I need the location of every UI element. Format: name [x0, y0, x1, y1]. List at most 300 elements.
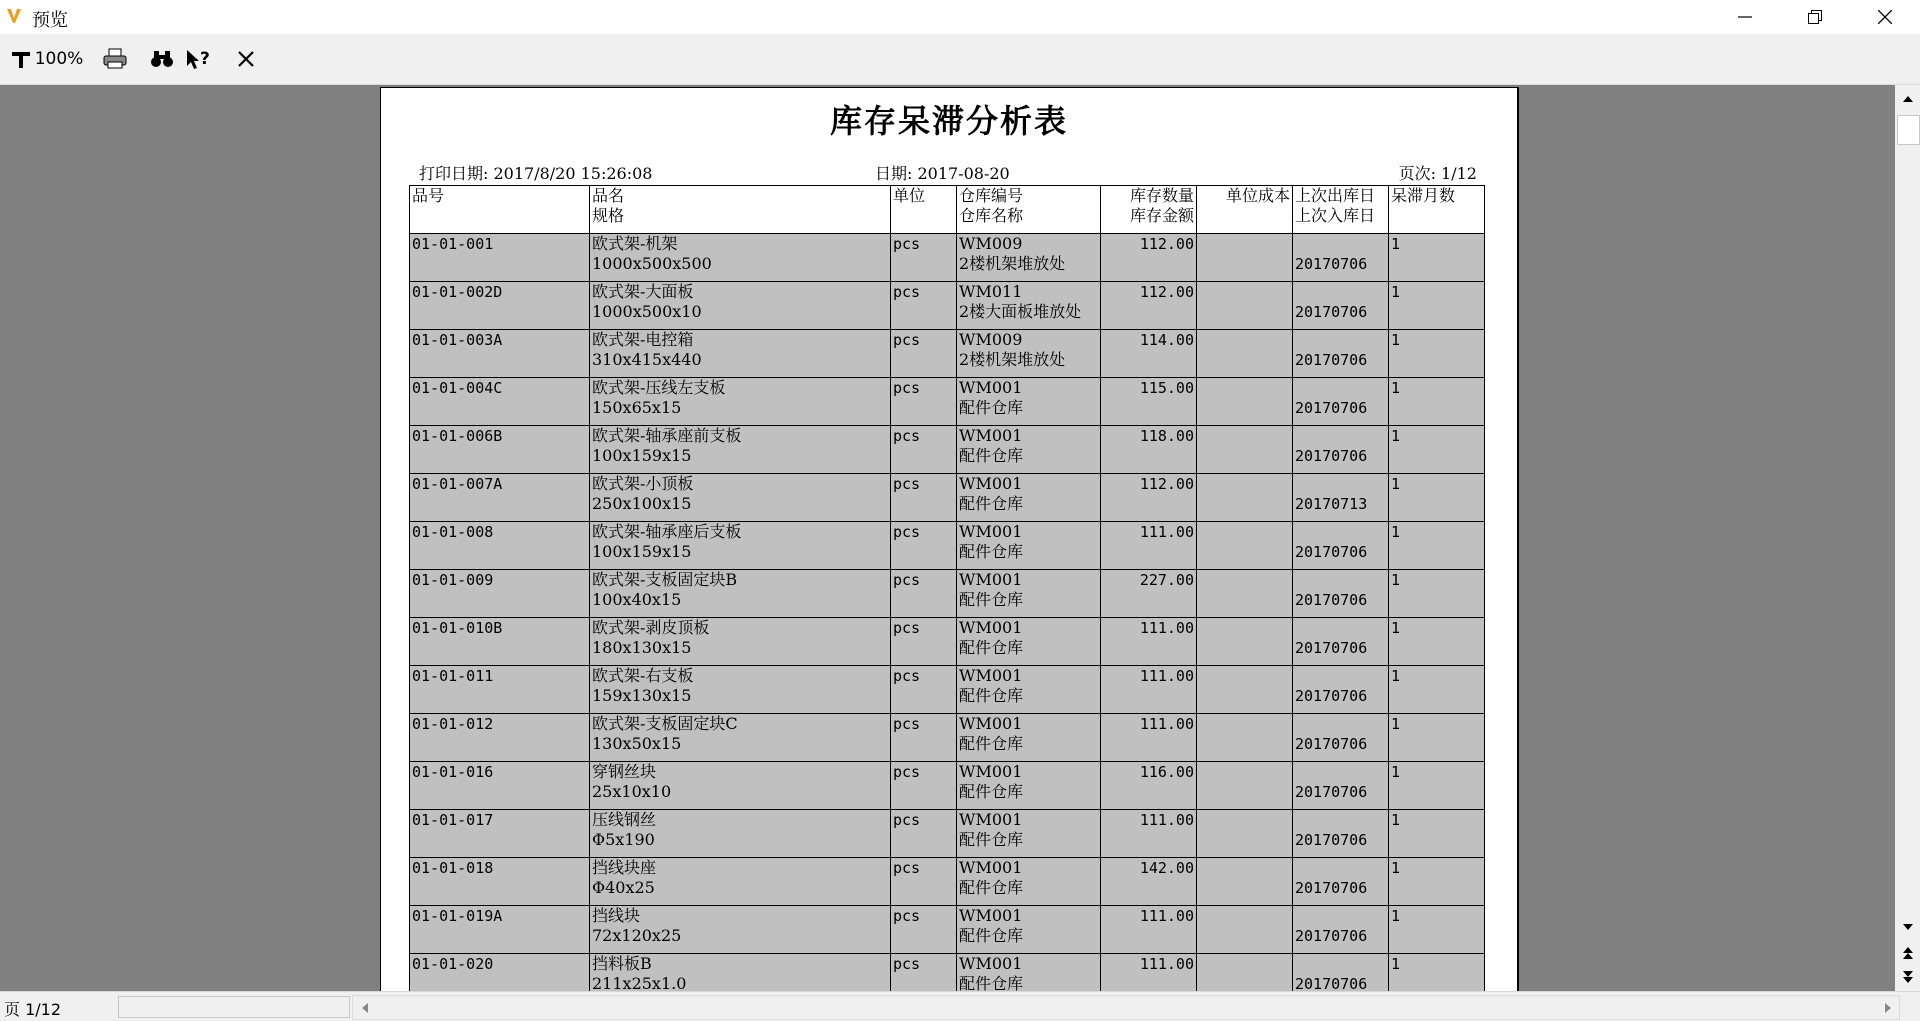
header-name-spec	[590, 186, 891, 234]
table-cell	[957, 330, 1101, 378]
table-cell	[1389, 282, 1485, 330]
cell-unit: pcs	[893, 283, 921, 301]
table-cell	[1101, 282, 1197, 330]
table-cell	[1101, 234, 1197, 282]
table-cell	[957, 858, 1101, 906]
close-window-button[interactable]	[1850, 0, 1920, 34]
table-row	[410, 618, 1485, 666]
table-cell	[957, 234, 1101, 282]
cell-unit-cost	[1199, 666, 1290, 686]
cell-last-out	[1295, 330, 1386, 350]
cell-last-out	[1295, 282, 1386, 302]
window-title: 预览	[32, 10, 68, 31]
cell-wh-code: WM001	[959, 858, 1023, 877]
close-preview-icon	[237, 50, 255, 68]
cell-wh-name: 2楼机架堆放处	[959, 350, 1066, 369]
table-cell	[1389, 954, 1485, 992]
cell-name: 穿钢丝块	[592, 762, 657, 781]
cell-spec: 130x50x15	[592, 734, 682, 753]
table-cell	[1293, 810, 1389, 858]
cell-unit: pcs	[893, 763, 921, 781]
table-cell	[1197, 522, 1293, 570]
cell-idle-months: 1	[1391, 907, 1401, 925]
cell-item-no: 01-01-003A	[412, 331, 503, 349]
cell-last-in: 20170706	[1295, 831, 1368, 849]
table-row	[410, 234, 1485, 282]
table-cell	[410, 666, 590, 714]
cell-amount	[1103, 398, 1194, 418]
close-preview-button[interactable]	[232, 44, 260, 74]
cell-amount	[1103, 686, 1194, 706]
cell-idle-months: 1	[1391, 283, 1401, 301]
table-cell	[590, 426, 891, 474]
cell-idle-months: 1	[1391, 427, 1401, 445]
table-cell	[1389, 378, 1485, 426]
table-cell	[957, 666, 1101, 714]
cell-unit: pcs	[893, 859, 921, 877]
cell-name: 压线钢丝	[592, 810, 657, 829]
printer-icon	[103, 48, 127, 70]
cell-wh-code: WM001	[959, 954, 1023, 973]
cell-amount	[1103, 734, 1194, 754]
table-cell	[590, 234, 891, 282]
cell-unit: pcs	[893, 523, 921, 541]
cell-item-no: 01-01-009	[412, 571, 494, 589]
table-cell	[1101, 474, 1197, 522]
toolbar	[0, 34, 1920, 85]
cell-wh-name: 配件仓库	[959, 878, 1024, 897]
cell-last-out	[1295, 714, 1386, 734]
table-cell	[1293, 618, 1389, 666]
cell-last-in: 20170706	[1295, 735, 1368, 753]
cell-spec: 25x10x10	[592, 782, 672, 801]
cell-last-in: 20170706	[1295, 399, 1368, 417]
cell-spec: 100x159x15	[592, 542, 692, 561]
cell-idle-months: 1	[1391, 523, 1401, 541]
table-cell	[1197, 618, 1293, 666]
cell-item-no: 01-01-012	[412, 715, 494, 733]
cell-qty: 112.00	[1139, 235, 1194, 253]
table-cell	[590, 378, 891, 426]
cell-unit: pcs	[893, 619, 921, 637]
zoom-button[interactable]	[10, 44, 84, 74]
minimize-icon	[1738, 10, 1752, 24]
table-cell	[590, 954, 891, 992]
cell-wh-name: 配件仓库	[959, 830, 1024, 849]
cell-unit: pcs	[893, 907, 921, 925]
cell-qty: 112.00	[1139, 475, 1194, 493]
cell-idle-months: 1	[1391, 619, 1401, 637]
cell-wh-name: 配件仓库	[959, 398, 1024, 417]
header-wh-code: 仓库编号	[959, 186, 1024, 205]
cell-idle-months: 1	[1391, 955, 1401, 973]
table-cell	[1197, 906, 1293, 954]
cell-wh-code: WM001	[959, 666, 1023, 685]
cell-wh-code: WM001	[959, 570, 1023, 589]
cell-qty: 116.00	[1139, 763, 1194, 781]
cell-qty: 115.00	[1139, 379, 1194, 397]
cell-item-no: 01-01-018	[412, 859, 494, 877]
cell-unit-cost	[1199, 618, 1290, 638]
table-row	[410, 666, 1485, 714]
table-cell	[1293, 234, 1389, 282]
table-cell	[891, 570, 957, 618]
table-cell	[891, 426, 957, 474]
vertical-scrollbar[interactable]	[1895, 85, 1920, 991]
cell-unit-cost	[1199, 522, 1290, 542]
table-cell	[1389, 570, 1485, 618]
cell-last-out	[1295, 474, 1386, 494]
table-cell	[957, 762, 1101, 810]
cell-unit-cost	[1199, 954, 1290, 974]
cell-unit: pcs	[893, 379, 921, 397]
table-cell	[1389, 426, 1485, 474]
cell-name: 欧式架-机架	[592, 234, 678, 253]
cell-unit-cost	[1199, 906, 1290, 926]
cell-unit: pcs	[893, 235, 921, 253]
cell-unit: pcs	[893, 475, 921, 493]
table-cell	[891, 762, 957, 810]
horizontal-scrollbar[interactable]	[352, 995, 1900, 1020]
table-cell	[891, 378, 957, 426]
header-amount: 库存金额	[1129, 206, 1194, 225]
table-cell	[1101, 810, 1197, 858]
cell-name: 欧式架-支板固定块C	[592, 714, 738, 733]
restore-icon	[1808, 10, 1822, 24]
table-row	[410, 858, 1485, 906]
cell-wh-name: 配件仓库	[959, 686, 1024, 705]
cell-unit-cost	[1199, 282, 1290, 302]
report-date: 日期: 2017-08-20	[875, 164, 1010, 183]
cell-wh-code: WM001	[959, 426, 1023, 445]
cell-wh-name: 配件仓库	[959, 782, 1024, 801]
minimize-button[interactable]	[1710, 0, 1780, 34]
table-cell	[1197, 474, 1293, 522]
cell-qty: 111.00	[1139, 811, 1194, 829]
table-cell	[1101, 522, 1197, 570]
table-cell	[590, 330, 891, 378]
cell-name: 挡线块	[592, 906, 641, 925]
cell-last-in: 20170706	[1295, 687, 1368, 705]
cell-last-in: 20170706	[1295, 543, 1368, 561]
table-cell	[1293, 522, 1389, 570]
next-page-button[interactable]	[1896, 965, 1919, 988]
table-cell	[1293, 858, 1389, 906]
cell-last-in: 20170706	[1295, 303, 1368, 321]
table-cell	[1197, 570, 1293, 618]
header-idle-months: 呆滞月数	[1389, 186, 1485, 234]
header-unit-cost: 单位成本	[1197, 186, 1293, 234]
cell-unit-cost	[1199, 378, 1290, 398]
cell-amount	[1103, 878, 1194, 898]
table-cell	[410, 714, 590, 762]
table-cell	[1293, 570, 1389, 618]
cell-item-no: 01-01-008	[412, 523, 494, 541]
restore-button[interactable]	[1780, 0, 1850, 34]
cell-wh-name: 配件仓库	[959, 446, 1024, 465]
scroll-right-button[interactable]	[1876, 996, 1899, 1019]
cell-unit-cost	[1199, 474, 1290, 494]
cell-last-in: 20170706	[1295, 591, 1368, 609]
header-qty: 库存数量	[1129, 186, 1194, 205]
cell-last-in: 20170706	[1295, 255, 1368, 273]
table-cell	[1293, 378, 1389, 426]
cell-item-no: 01-01-017	[412, 811, 494, 829]
cell-last-out	[1295, 954, 1386, 974]
cell-spec: 159x130x15	[592, 686, 692, 705]
table-cell	[1389, 762, 1485, 810]
cell-unit-cost	[1199, 810, 1290, 830]
cell-unit-cost	[1199, 330, 1290, 350]
cell-wh-name: 配件仓库	[959, 974, 1024, 991]
cell-idle-months: 1	[1391, 715, 1401, 733]
cell-last-out	[1295, 378, 1386, 398]
preview-viewport[interactable]	[0, 85, 1895, 991]
cell-qty: 227.00	[1139, 571, 1194, 589]
cell-qty: 114.00	[1139, 331, 1194, 349]
table-cell	[1101, 378, 1197, 426]
cell-amount	[1103, 974, 1194, 991]
cell-wh-code: WM009	[959, 330, 1023, 349]
cell-unit-cost	[1199, 570, 1290, 590]
table-cell	[1197, 858, 1293, 906]
table-cell	[1197, 714, 1293, 762]
cell-amount	[1103, 782, 1194, 802]
cell-qty: 142.00	[1139, 859, 1194, 877]
vertical-scroll-thumb[interactable]	[1897, 115, 1920, 145]
table-cell	[1293, 330, 1389, 378]
table-cell	[891, 282, 957, 330]
cell-unit: pcs	[893, 331, 921, 349]
close-icon	[1878, 10, 1892, 24]
double-arrow-up-icon	[1903, 947, 1913, 959]
header-item-no: 品号	[410, 186, 590, 234]
table-cell	[590, 858, 891, 906]
cell-wh-name: 2楼机架堆放处	[959, 254, 1066, 273]
cell-last-in: 20170713	[1295, 495, 1368, 513]
zoom-label: 100%	[34, 49, 84, 69]
table-cell	[1389, 666, 1485, 714]
cell-last-out	[1295, 618, 1386, 638]
binoculars-icon	[150, 49, 174, 69]
cell-wh-code: WM001	[959, 378, 1023, 397]
table-cell	[891, 618, 957, 666]
cell-last-in: 20170706	[1295, 639, 1368, 657]
arrow-down-icon	[1903, 924, 1913, 930]
cell-amount	[1103, 542, 1194, 562]
cell-idle-months: 1	[1391, 667, 1401, 685]
double-arrow-down-icon	[1903, 971, 1913, 983]
title-bar	[0, 0, 1920, 34]
cell-wh-name: 配件仓库	[959, 542, 1024, 561]
table-cell	[1389, 522, 1485, 570]
table-cell	[891, 714, 957, 762]
cell-amount	[1103, 494, 1194, 514]
table-row	[410, 426, 1485, 474]
table-cell	[1197, 666, 1293, 714]
print-date: 打印日期: 2017/8/20 15:26:08	[419, 164, 653, 183]
table-cell	[410, 762, 590, 810]
cell-unit: pcs	[893, 955, 921, 973]
table-cell	[410, 474, 590, 522]
table-cell	[891, 234, 957, 282]
header-spec: 规格	[592, 206, 625, 225]
cell-wh-code: WM001	[959, 474, 1023, 493]
cell-spec: 180x130x15	[592, 638, 692, 657]
table-cell	[590, 666, 891, 714]
report-title: 库存呆滞分析表	[829, 102, 1068, 140]
svg-text:?: ?	[200, 49, 210, 69]
table-cell	[410, 282, 590, 330]
table-cell	[590, 906, 891, 954]
zoom-pin-icon	[11, 49, 31, 69]
table-cell	[957, 426, 1101, 474]
find-button[interactable]	[148, 44, 176, 74]
cell-last-in: 20170706	[1295, 351, 1368, 369]
cell-unit-cost	[1199, 714, 1290, 734]
cell-unit: pcs	[893, 571, 921, 589]
cell-idle-months: 1	[1391, 763, 1401, 781]
table-row	[410, 330, 1485, 378]
cell-item-no: 01-01-011	[412, 667, 494, 685]
scroll-up-button[interactable]	[1896, 87, 1919, 110]
table-header	[410, 186, 1485, 234]
cell-amount	[1103, 926, 1194, 946]
table-cell	[1293, 474, 1389, 522]
arrow-up-icon	[1903, 96, 1913, 102]
cell-qty: 111.00	[1139, 523, 1194, 541]
status-page-text: 页 1/12	[4, 1000, 62, 1019]
table-row	[410, 282, 1485, 330]
table-cell	[1389, 714, 1485, 762]
help-button[interactable]	[184, 44, 214, 74]
table-cell	[1197, 330, 1293, 378]
table-cell	[1293, 906, 1389, 954]
table-cell	[1389, 474, 1485, 522]
table-cell	[891, 906, 957, 954]
report-page	[380, 87, 1519, 991]
cell-spec: Φ40x25	[592, 878, 655, 897]
table-cell	[1389, 810, 1485, 858]
cell-qty: 118.00	[1139, 427, 1194, 445]
table-cell	[1389, 858, 1485, 906]
table-cell	[410, 330, 590, 378]
cell-item-no: 01-01-019A	[412, 907, 503, 925]
cell-amount	[1103, 350, 1194, 370]
cell-qty: 111.00	[1139, 715, 1194, 733]
cell-unit: pcs	[893, 667, 921, 685]
cell-spec: 250x100x15	[592, 494, 692, 513]
arrow-left-icon	[362, 1003, 368, 1013]
app-logo-icon	[6, 7, 22, 25]
cell-wh-name: 配件仓库	[959, 590, 1024, 609]
header-last-in: 上次入库日	[1295, 206, 1376, 225]
cell-spec: 72x120x25	[592, 926, 682, 945]
cell-name: 欧式架-压线左支板	[592, 378, 726, 397]
table-cell	[1101, 426, 1197, 474]
cell-spec: 1000x500x500	[592, 254, 712, 273]
cell-name: 挡料板B	[592, 954, 652, 973]
table-cell	[1197, 954, 1293, 992]
cell-idle-months: 1	[1391, 235, 1401, 253]
table-cell	[957, 282, 1101, 330]
print-button[interactable]	[100, 44, 130, 74]
table-cell	[891, 474, 957, 522]
cell-amount	[1103, 590, 1194, 610]
table-cell	[410, 858, 590, 906]
table-row	[410, 474, 1485, 522]
table-row	[410, 714, 1485, 762]
cell-wh-code: WM011	[959, 282, 1023, 301]
cell-spec: Φ5x190	[592, 830, 655, 849]
cell-last-out	[1295, 426, 1386, 446]
table-cell	[957, 954, 1101, 992]
cell-item-no: 01-01-006B	[412, 427, 503, 445]
scroll-left-button[interactable]	[353, 996, 376, 1019]
table-cell	[1101, 954, 1197, 992]
table-cell	[1389, 618, 1485, 666]
cell-amount	[1103, 446, 1194, 466]
table-cell	[1101, 570, 1197, 618]
cell-item-no: 01-01-007A	[412, 475, 503, 493]
table-cell	[1101, 618, 1197, 666]
cell-name: 欧式架-支板固定块B	[592, 570, 738, 589]
page-number: 页次: 1/12	[1398, 164, 1477, 183]
cell-name: 欧式架-大面板	[592, 282, 694, 301]
report-table	[409, 185, 1485, 991]
cell-wh-code: WM001	[959, 906, 1023, 925]
cell-wh-code: WM009	[959, 234, 1023, 253]
cell-item-no: 01-01-020	[412, 955, 494, 973]
cell-item-no: 01-01-004C	[412, 379, 503, 397]
table-cell	[410, 906, 590, 954]
table-cell	[957, 378, 1101, 426]
table-cell	[1101, 714, 1197, 762]
table-cell	[590, 474, 891, 522]
header-wh-name: 仓库名称	[959, 206, 1024, 225]
arrow-right-icon	[1885, 1003, 1891, 1013]
table-cell	[1293, 666, 1389, 714]
table-cell	[957, 714, 1101, 762]
table-cell	[891, 858, 957, 906]
table-cell	[1101, 906, 1197, 954]
cell-idle-months: 1	[1391, 331, 1401, 349]
cell-wh-name: 配件仓库	[959, 734, 1024, 753]
header-qty-amount	[1101, 186, 1197, 234]
cell-last-out	[1295, 858, 1386, 878]
table-cell	[1101, 858, 1197, 906]
table-row	[410, 570, 1485, 618]
table-cell	[590, 810, 891, 858]
cell-last-out	[1295, 522, 1386, 542]
cell-wh-name: 配件仓库	[959, 494, 1024, 513]
table-cell	[590, 570, 891, 618]
cell-wh-code: WM001	[959, 810, 1023, 829]
cell-idle-months: 1	[1391, 379, 1401, 397]
table-cell	[1293, 426, 1389, 474]
previous-page-button[interactable]	[1896, 941, 1919, 964]
table-row	[410, 954, 1485, 992]
cell-last-in: 20170706	[1295, 975, 1368, 991]
cell-last-out	[1295, 762, 1386, 782]
cell-wh-code: WM001	[959, 714, 1023, 733]
header-unit: 单位	[891, 186, 957, 234]
table-cell	[410, 954, 590, 992]
cell-unit: pcs	[893, 811, 921, 829]
table-row	[410, 906, 1485, 954]
table-cell	[957, 906, 1101, 954]
scroll-down-button[interactable]	[1896, 915, 1919, 938]
